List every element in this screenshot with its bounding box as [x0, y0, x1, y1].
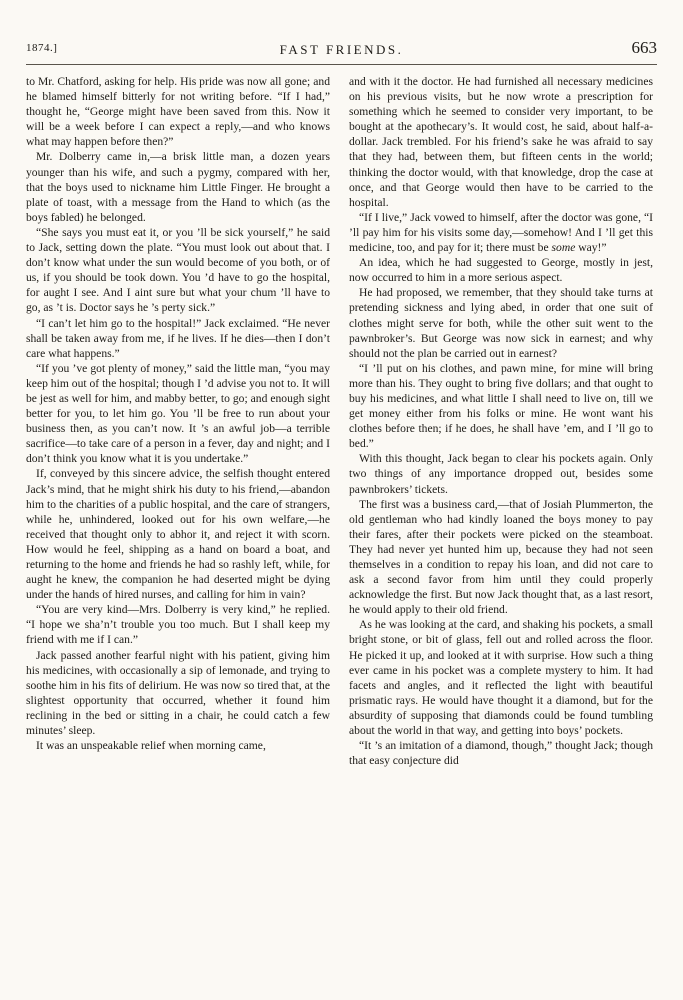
paragraph: It was an unspeakable relief when morning came, [36, 739, 266, 753]
paragraph: to Mr. Chatford, asking for help. His pride was now all gone; and he blamed himself bitterly for not writing before. “If I had,” thought he, “George might have been saved from this. Now it will be a week before I can expect a reply,—and who knows what may happen before then?” [26, 75, 330, 149]
paragraph: As he was looking at the card, and shaking his pockets, a small bright stone, or bit of glass, fell out and rolled across the floor. He picked it up, and looked at it with surprise. How such a thing ever came in his pocket was a complete mystery to him. It had facets and angles, and it reflected the light with beautiful prismatic rays. He would have thought it a diamond, but for the absurdity of supposing that diamonds could be found tumbling about the world in that way, and getting into boys’ pockets. [349, 618, 653, 738]
paragraph: “If you ’ve got plenty of money,” said the little man, “you may keep him out of the hospital; though I ’d advise you not to. It will be jest as well for him, and mabby better, to go; and enough sight better for you, to let him go. You ’ll be free to run about your business then, as you can’t now. It ’s an awful job—a terrible sacrifice—to take care of a person in a fever, day and night; and I don’t think you know what it is you undertake.” [26, 361, 330, 466]
header-year: 1874.] [26, 42, 58, 54]
page-number: 663 [631, 38, 657, 57]
paragraph: “If I live,” Jack vowed to himself, after the doctor was gone, “I ’ll pay him for his visits some day,—somehow! And I ’ll get this medicine, too, and pay for it; there must be some way!” [349, 210, 653, 255]
emphasis: some [551, 241, 576, 255]
paragraph: “You are very kind—Mrs. Dolberry is very kind,” he replied. “I hope we sha’n’t trouble you too much. But I shall keep my friend with me if I can.” [26, 603, 330, 647]
paragraph: “She says you must eat it, or you ’ll be sick yourself,” he said to Jack, setting down the plate. “You must look out about that. I don’t know what under the sun would become of you both, or of us, if you should be took down. You ’d have to go the hospital, for aught I see. And I aint sure but what your chum ’ll have to go, as ’t is. Doctor says he ’s perty sick.” [26, 225, 330, 315]
paragraph: The first was a business card,—that of Josiah Plummerton, the old gentleman who had kindly loaned the boys money to pay their fares, after their pockets were picked on the steamboat. They had never yet hunted him up, because they had not seen themselves in a condition to repay his loan, and did not care to ask a second favor from him until they could properly acknowledge the first. But now Jack thought that, as a last resort, he would apply to their old friend. [349, 497, 653, 617]
paragraph: and with it the doctor. He had furnished all necessary medicines on his previous visits, but he now wrote a prescription for something which he seemed to consider very important, to be bought at the apothecary’s. It would cost, he said, about half-a-dollar. Jack trembled. For his friend’s sake he was afraid to say that they had, between them, but fifteen cents in the world; thinking the doctor would, with that knowledge, drop the case at once, and that George would then have to be carried to the hospital. [349, 75, 653, 209]
right-column [349, 74, 653, 768]
header-title: FAST FRIENDS. [279, 42, 404, 57]
paragraph: He had proposed, we remember, that they should take turns at pretending sickness and lying abed, in order that one suit of clothes might serve for both, while the other suit went to the pawnbroker’s. But George was now sick in earnest; and why should not the plan be carried out in earnest? [349, 286, 653, 360]
paragraph: With this thought, Jack began to clear his pockets again. Only two things of any importance dropped out, besides some pawnbrokers’ tickets. [349, 452, 653, 496]
paragraph: Jack passed another fearful night with his patient, giving him his medicines, with occasionally a sip of lemonade, and trying to soothe him in his fits of delirium. He was now so tired that, at the slightest opportunity that occurred, whether it found him reclining in the bed or sitting in a chair, he could catch a few minutes’ sleep. [26, 648, 330, 738]
paragraph: “It ’s an imitation of a diamond, though,” thought Jack; though that easy conjecture did [349, 739, 653, 768]
left-column [26, 74, 330, 753]
header-rule [26, 64, 657, 65]
running-header [26, 38, 657, 62]
paragraph: “I ’ll put on his clothes, and pawn mine, for mine will bring more than his. They ought to bring five dollars; and that ought to buy his medicines, and what little I shall need to live on, till we get money either from his folks or mine. He wont want his clothes before then; if he does, he shall have ’em, and I ’ll go to bed.” [349, 361, 653, 451]
paragraph: Mr. Dolberry came in,—a brisk little man, a dozen years younger than his wife, and such a pygmy, compared with her, that the boys used to nickname him Little Finger. He brought a plate of toast, with a message from the Hand to which (as the boys fabled) he belonged. [26, 150, 330, 224]
paragraph: “I can’t let him go to the hospital!” Jack exclaimed. “He never shall be taken away from me, if he lives. If he dies—then I don’t care what happens.” [26, 316, 330, 360]
paragraph: If, conveyed by this sincere advice, the selfish thought entered Jack’s mind, that he might shirk his duty to his friend,—abandon him to the charities of a public hospital, and the care of strangers, while he, unhindered, looked out for his own welfare,—he received that thought only to abhor it, and reject it with scorn. How would he feel, shipping as a hand on board a boat, and returning to the home and friends he had so rashly left, while, for aught he knew, the companion he had deserted might be dying under the hands of hired nurses, and calling for him in vain? [26, 467, 330, 602]
paragraph: An idea, which he had suggested to George, mostly in jest, now occurred to him in a more serious aspect. [349, 256, 653, 285]
